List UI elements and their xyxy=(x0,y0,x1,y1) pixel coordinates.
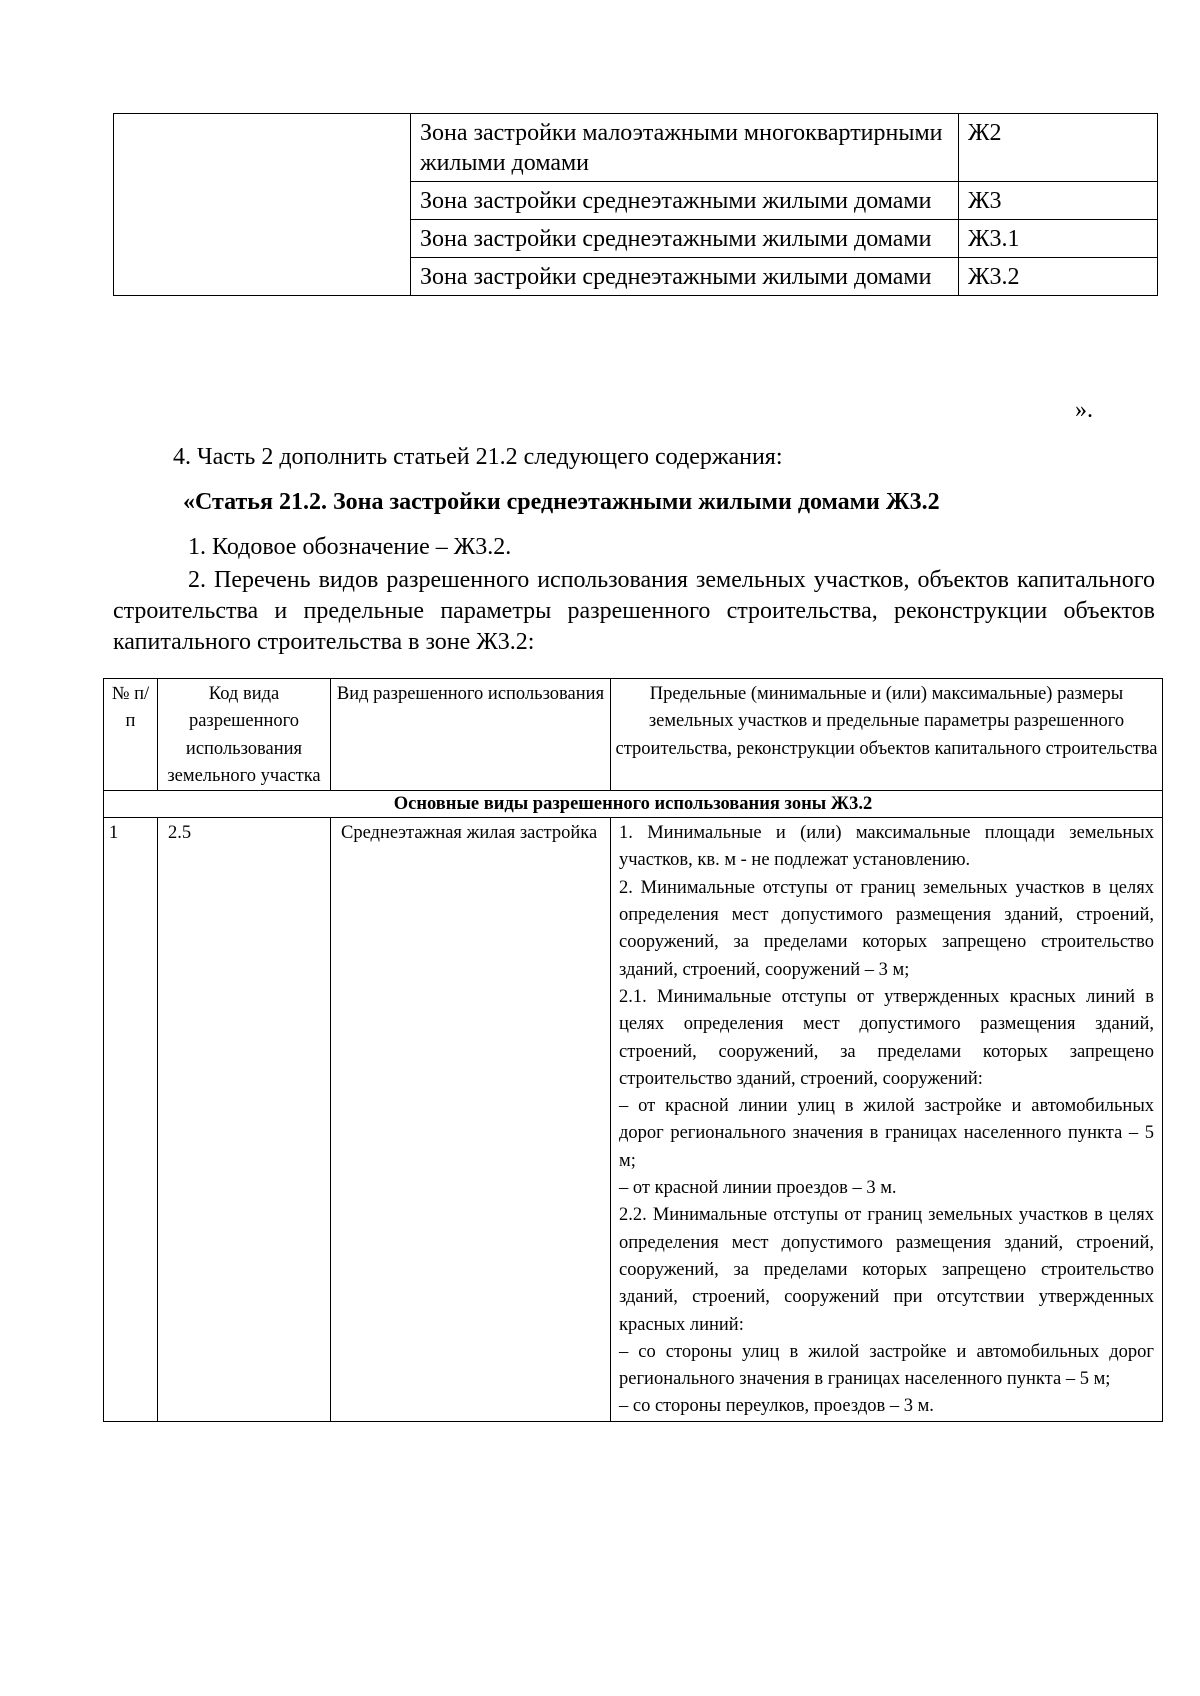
item-1: 1. Кодовое обозначение – Ж3.2. xyxy=(188,534,512,560)
section-title: Основные виды разрешенного использования зоны Ж3.2 xyxy=(104,791,1163,818)
table-header-row xyxy=(104,679,1163,791)
zone-code-cell: Ж3.2 xyxy=(959,258,1158,296)
zone-code-cell: Ж3.1 xyxy=(959,220,1158,258)
paragraph-4: 4. Часть 2 дополнить статьей 21.2 следующего содержания: xyxy=(173,444,783,470)
item-2: 2. Перечень видов разрешенного использования земельных участков, объектов капитального строительства и предельные параметры разрешенного строительства, реконструкции объектов капитального строительства в зоне Ж3.2: xyxy=(113,567,1155,655)
row-params xyxy=(611,818,1163,1422)
zone-name-cell: Зона застройки среднеэтажными жилыми домами xyxy=(411,258,959,296)
param-item: – от красной линии проездов – 3 м. xyxy=(619,1178,897,1199)
empty-cell xyxy=(114,114,411,296)
param-item: 1. Минимальные и (или) максимальные площади земельных участков, кв. м - не подлежат установлению. xyxy=(619,823,1154,871)
zone-name-cell: Зона застройки среднеэтажными жилыми домами xyxy=(411,182,959,220)
table-row xyxy=(114,114,1158,182)
row-num: 1 xyxy=(104,818,158,1422)
header-code: Код вида разрешенного использования земельного участка xyxy=(158,679,331,791)
header-kind: Вид разрешенного использования xyxy=(331,679,611,791)
zone-code-cell: Ж2 xyxy=(959,114,1158,182)
header-num: № п/п xyxy=(104,679,158,791)
zone-name-cell: Зона застройки малоэтажными многоквартирными жилыми домами xyxy=(411,114,959,182)
closing-quote: ». xyxy=(1075,397,1093,423)
article-heading: «Статья 21.2. Зона застройки среднеэтажными жилыми домами Ж3.2 xyxy=(183,489,940,515)
param-item: – со стороны переулков, проездов – 3 м. xyxy=(619,1396,934,1417)
param-item: – от красной линии улиц в жилой застройке и автомобильных дорог регионального значения в границах населенного пункта – 5 м; xyxy=(619,1096,1154,1171)
permitted-use-table xyxy=(103,678,1163,1422)
row-code: 2.5 xyxy=(158,818,331,1422)
param-item: 2.1. Минимальные отступы от утвержденных красных линий в целях определения мест допустимого размещения зданий, строений, сооружений, за пределами которых запрещено строительство зданий, строений, сооружений: xyxy=(619,986,1154,1089)
param-item: 2. Минимальные отступы от границ земельных участков в целях определения мест допустимого размещения зданий, строений, сооружений, за пределами которых запрещено строительство зданий, строений, сооружений – 3 м; xyxy=(619,877,1154,980)
section-row xyxy=(104,791,1163,818)
zones-continuation-table xyxy=(113,113,1158,296)
param-item: 2.2. Минимальные отступы от границ земельных участков в целях определения мест допустимого размещения зданий, строений, сооружений, за пределами которых запрещено строительство зданий, строений, сооружений при отсутствии утвержденных красных линий: xyxy=(619,1205,1154,1335)
zone-name-cell: Зона застройки среднеэтажными жилыми домами xyxy=(411,220,959,258)
table-row xyxy=(104,818,1163,1422)
zone-code-cell: Ж3 xyxy=(959,182,1158,220)
param-item: – со стороны улиц в жилой застройке и автомобильных дорог регионального значения в границах населенного пункта – 5 м; xyxy=(619,1341,1154,1390)
header-params: Предельные (минимальные и (или) максимальные) размеры земельных участков и предельные параметры разрешенного строительства, реконструкции объектов капитального строительства xyxy=(611,679,1163,791)
row-kind: Среднеэтажная жилая застройка xyxy=(331,818,611,1422)
